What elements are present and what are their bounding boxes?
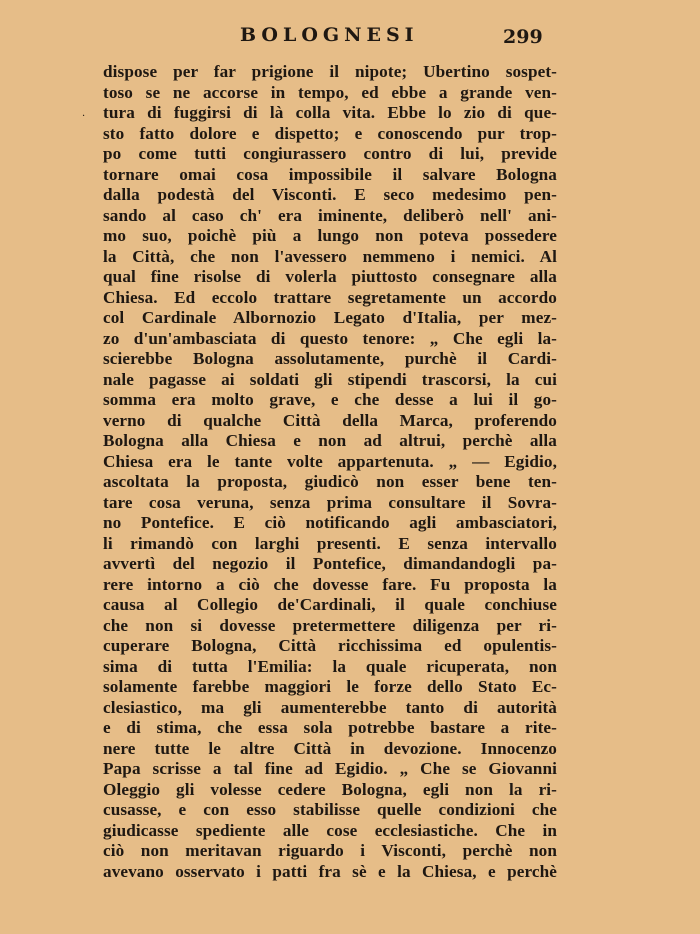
margin-dot: · bbox=[82, 111, 86, 122]
text-line: Papa scrisse a tal fine ad Egidio. „ Che se Giovanni bbox=[103, 759, 557, 778]
text-line: tornare omai cosa impossibile il salvare Bologna bbox=[103, 164, 557, 184]
text-line: ascoltata la proposta, giudicò non esser bene ten- bbox=[103, 472, 557, 491]
text-line: Chiesa. Ed eccolo trattare segretamente un accordo bbox=[103, 287, 557, 307]
text-line: causa al Collegio de'Cardinali, il quale conchiuse bbox=[103, 595, 557, 614]
text-line: no Pontefice. E ciò notificando agli ambasciatori, bbox=[103, 513, 557, 532]
text-line: tura di fuggirsi di là colla vita. Ebbe lo zio di que- bbox=[103, 103, 557, 122]
text-line: Oleggio gli volesse cedere Bologna, egli non la ri- bbox=[103, 779, 557, 799]
text-line: clesiastico, ma gli aumenterebbe tanto di autorità bbox=[103, 697, 557, 717]
text-line: rere intorno a ciò che dovesse fare. Fu proposta la bbox=[103, 574, 557, 594]
text-line: che non si dovesse pretermettere diligenza per ri- bbox=[103, 615, 557, 635]
text-line: sto fatto dolore e dispetto; e conoscendo pur trop- bbox=[103, 123, 557, 143]
text-line: Chiesa era le tante volte appartenuta. „ — Egidio, bbox=[103, 451, 557, 471]
text-line: ciò non meritavan riguardo i Visconti, perchè non bbox=[103, 841, 557, 860]
text-line: solamente farebbe maggiori le forze dello Stato Ec- bbox=[103, 677, 557, 696]
text-line: la Città, che non l'avessero nemmeno i nemici. Al bbox=[103, 246, 557, 266]
text-line: toso se ne accorse in tempo, ed ebbe a grande ven- bbox=[103, 82, 557, 102]
text-line: e di stima, che essa sola potrebbe bastare a rite- bbox=[103, 718, 557, 737]
text-line: li rimandò con larghi presenti. E senza intervallo bbox=[103, 533, 557, 553]
text-line: sando al caso ch' era iminente, deliberò nell' ani- bbox=[103, 205, 557, 225]
text-line: cusasse, e con esso stabilisse quelle condizioni che bbox=[103, 800, 557, 819]
running-head bbox=[0, 22, 700, 52]
text-line: verno di qualche Città della Marca, proferendo bbox=[103, 410, 557, 430]
text-line: nale pagasse ai soldati gli stipendi trascorsi, la cui bbox=[103, 369, 557, 389]
text-line: giudicasse spediente alle cose ecclesiastiche. Che in bbox=[103, 820, 557, 840]
text-line: dalla podestà del Visconti. E seco medesimo pen- bbox=[103, 185, 557, 204]
text-line: sima di tutta l'Emilia: la quale ricuperata, non bbox=[103, 656, 557, 676]
text-line: mo suo, poichè più a lungo non poteva possedere bbox=[103, 226, 557, 245]
text-line: dispose per far prigione il nipote; Ubertino sospet- bbox=[103, 62, 557, 81]
body-text bbox=[103, 62, 557, 882]
text-line: avevano osservato i patti fra sè e la Chiesa, e perchè bbox=[103, 861, 557, 881]
text-line: col Cardinale Albornozio Legato d'Italia, per mez- bbox=[103, 308, 557, 327]
text-line: avvertì del negozio il Pontefice, dimandandogli pa- bbox=[103, 554, 557, 573]
text-line: scierebbe Bologna assolutamente, purchè il Cardi- bbox=[103, 349, 557, 368]
text-line: Bologna alla Chiesa e non ad altrui, perchè alla bbox=[103, 431, 557, 450]
text-line: tare cosa veruna, senza prima consultare il Sovra- bbox=[103, 492, 557, 512]
text-line: somma era molto grave, e che desse a lui il go- bbox=[103, 390, 557, 409]
text-line: po come tutti congiurassero contro di lui, previde bbox=[103, 144, 557, 163]
text-line: cuperare Bologna, Città ricchissima ed opulentis- bbox=[103, 636, 557, 655]
text-line: qual fine risolse di volerla piuttosto consegnare alla bbox=[103, 267, 557, 286]
page-number: 299 bbox=[503, 26, 543, 48]
running-title: BOLOGNESI bbox=[240, 24, 419, 46]
text-line: zo d'un'ambasciata di questo tenore: „ Che egli la- bbox=[103, 328, 557, 348]
text-line: nere tutte le altre Città in devozione. Innocenzo bbox=[103, 738, 557, 758]
